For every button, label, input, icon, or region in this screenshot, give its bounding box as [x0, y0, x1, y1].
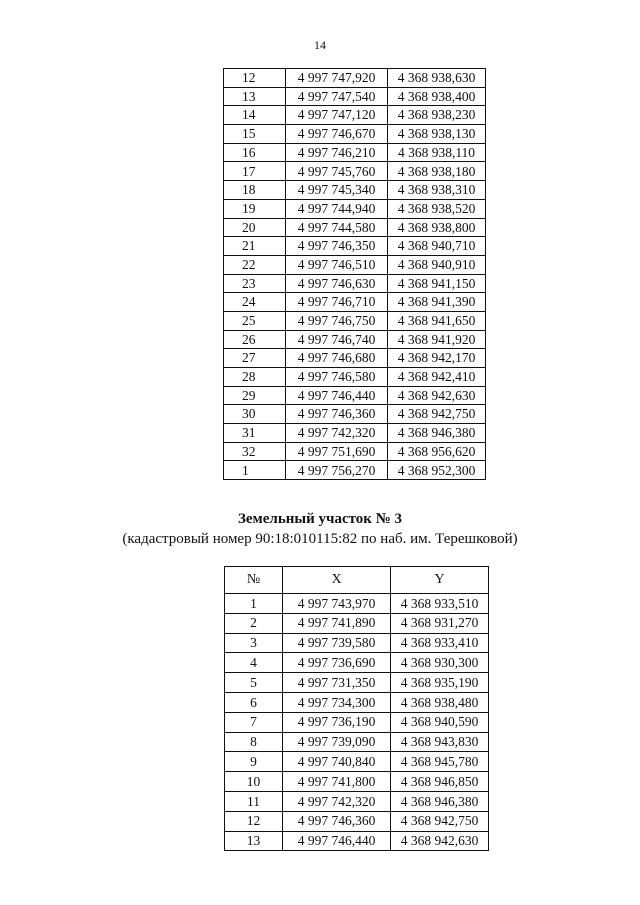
point-number-cell: 22: [224, 255, 286, 274]
coordinates-table-body: [225, 594, 489, 851]
x-coordinate-cell: 4 997 743,970: [283, 594, 391, 614]
point-number-cell: 1: [225, 594, 283, 614]
x-coordinate-cell: 4 997 746,210: [286, 143, 388, 162]
table-row: [224, 330, 486, 349]
point-number-cell: 30: [224, 405, 286, 424]
y-coordinate-cell: 4 368 940,710: [388, 237, 486, 256]
column-header-number: №: [225, 567, 283, 594]
table-row: [225, 692, 489, 712]
column-header-y: Y: [391, 567, 489, 594]
table-row: [225, 811, 489, 831]
y-coordinate-cell: 4 368 933,410: [391, 633, 489, 653]
table-row: [224, 87, 486, 106]
x-coordinate-cell: 4 997 731,350: [283, 673, 391, 693]
table-row: [225, 673, 489, 693]
y-coordinate-cell: 4 368 938,130: [388, 125, 486, 144]
point-number-cell: 32: [224, 442, 286, 461]
x-coordinate-cell: 4 997 744,940: [286, 199, 388, 218]
x-coordinate-cell: 4 997 746,510: [286, 255, 388, 274]
y-coordinate-cell: 4 368 945,780: [391, 752, 489, 772]
point-number-cell: 26: [224, 330, 286, 349]
y-coordinate-cell: 4 368 946,380: [388, 424, 486, 443]
point-number-cell: 11: [225, 791, 283, 811]
point-number-cell: 14: [224, 106, 286, 125]
y-coordinate-cell: 4 368 938,480: [391, 692, 489, 712]
y-coordinate-cell: 4 368 940,910: [388, 255, 486, 274]
y-coordinate-cell: 4 368 938,400: [388, 87, 486, 106]
point-number-cell: 13: [224, 87, 286, 106]
x-coordinate-cell: 4 997 746,740: [286, 330, 388, 349]
point-number-cell: 9: [225, 752, 283, 772]
table-row: [225, 772, 489, 792]
x-coordinate-cell: 4 997 739,580: [283, 633, 391, 653]
table-row: [225, 613, 489, 633]
point-number-cell: 19: [224, 199, 286, 218]
coordinates-table-body: [224, 69, 486, 480]
page-number: 14: [314, 38, 326, 52]
section-subtitle: (кадастровый номер 90:18:010115:82 по наб. им. Терешковой): [122, 531, 518, 547]
point-number-cell: 3: [225, 633, 283, 653]
table-row: [224, 162, 486, 181]
coordinates-table-plot-3: [224, 566, 489, 851]
table-row: [225, 732, 489, 752]
point-number-cell: 31: [224, 424, 286, 443]
y-coordinate-cell: 4 368 938,110: [388, 143, 486, 162]
table-row: [224, 237, 486, 256]
x-coordinate-cell: 4 997 746,750: [286, 311, 388, 330]
x-coordinate-cell: 4 997 747,540: [286, 87, 388, 106]
point-number-cell: 7: [225, 712, 283, 732]
point-number-cell: 20: [224, 218, 286, 237]
point-number-cell: 27: [224, 349, 286, 368]
table-row: [224, 255, 486, 274]
y-coordinate-cell: 4 368 941,920: [388, 330, 486, 349]
x-coordinate-cell: 4 997 744,580: [286, 218, 388, 237]
y-coordinate-cell: 4 368 941,150: [388, 274, 486, 293]
x-coordinate-cell: 4 997 751,690: [286, 442, 388, 461]
point-number-cell: 24: [224, 293, 286, 312]
x-coordinate-cell: 4 997 746,360: [286, 405, 388, 424]
point-number-cell: 10: [225, 772, 283, 792]
point-number-cell: 1: [224, 461, 286, 480]
y-coordinate-cell: 4 368 941,390: [388, 293, 486, 312]
x-coordinate-cell: 4 997 734,300: [283, 692, 391, 712]
x-coordinate-cell: 4 997 745,340: [286, 181, 388, 200]
x-coordinate-cell: 4 997 746,580: [286, 368, 388, 387]
coordinates-table-continued: [223, 68, 486, 480]
y-coordinate-cell: 4 368 931,270: [391, 613, 489, 633]
point-number-cell: 4: [225, 653, 283, 673]
table-row: [225, 712, 489, 732]
section-title: Земельный участок № 3: [237, 511, 403, 527]
table-row: [224, 199, 486, 218]
x-coordinate-cell: 4 997 741,890: [283, 613, 391, 633]
y-coordinate-cell: 4 368 942,750: [391, 811, 489, 831]
table-row: [224, 461, 486, 480]
table-row: [225, 791, 489, 811]
table-row: [224, 442, 486, 461]
table-row: [225, 653, 489, 673]
y-coordinate-cell: 4 368 938,310: [388, 181, 486, 200]
x-coordinate-cell: 4 997 741,800: [283, 772, 391, 792]
table-row: [225, 633, 489, 653]
point-number-cell: 2: [225, 613, 283, 633]
point-number-cell: 21: [224, 237, 286, 256]
x-coordinate-cell: 4 997 736,190: [283, 712, 391, 732]
x-coordinate-cell: 4 997 746,630: [286, 274, 388, 293]
y-coordinate-cell: 4 368 942,750: [388, 405, 486, 424]
x-coordinate-cell: 4 997 746,360: [283, 811, 391, 831]
point-number-cell: 6: [225, 692, 283, 712]
point-number-cell: 29: [224, 386, 286, 405]
y-coordinate-cell: 4 368 941,650: [388, 311, 486, 330]
point-number-cell: 17: [224, 162, 286, 181]
point-number-cell: 23: [224, 274, 286, 293]
table-row: [224, 106, 486, 125]
table-row: [224, 349, 486, 368]
x-coordinate-cell: 4 997 739,090: [283, 732, 391, 752]
table-row: [224, 143, 486, 162]
y-coordinate-cell: 4 368 942,630: [388, 386, 486, 405]
table-row: [224, 405, 486, 424]
y-coordinate-cell: 4 368 940,590: [391, 712, 489, 732]
table-row: [225, 594, 489, 614]
table-row: [224, 69, 486, 88]
y-coordinate-cell: 4 368 952,300: [388, 461, 486, 480]
y-coordinate-cell: 4 368 942,410: [388, 368, 486, 387]
table-row: [225, 752, 489, 772]
table-row: [224, 125, 486, 144]
table-row: [224, 368, 486, 387]
table-row: [224, 311, 486, 330]
point-number-cell: 13: [225, 831, 283, 851]
table-row: [224, 386, 486, 405]
point-number-cell: 5: [225, 673, 283, 693]
x-coordinate-cell: 4 997 746,680: [286, 349, 388, 368]
x-coordinate-cell: 4 997 742,320: [286, 424, 388, 443]
column-header-x: X: [283, 567, 391, 594]
x-coordinate-cell: 4 997 746,350: [286, 237, 388, 256]
y-coordinate-cell: 4 368 956,620: [388, 442, 486, 461]
point-number-cell: 8: [225, 732, 283, 752]
x-coordinate-cell: 4 997 756,270: [286, 461, 388, 480]
y-coordinate-cell: 4 368 938,520: [388, 199, 486, 218]
x-coordinate-cell: 4 997 746,710: [286, 293, 388, 312]
y-coordinate-cell: 4 368 942,630: [391, 831, 489, 851]
point-number-cell: 15: [224, 125, 286, 144]
y-coordinate-cell: 4 368 938,230: [388, 106, 486, 125]
x-coordinate-cell: 4 997 747,920: [286, 69, 388, 88]
y-coordinate-cell: 4 368 930,300: [391, 653, 489, 673]
table-row: [224, 274, 486, 293]
point-number-cell: 16: [224, 143, 286, 162]
x-coordinate-cell: 4 997 740,840: [283, 752, 391, 772]
table-row: [225, 831, 489, 851]
y-coordinate-cell: 4 368 935,190: [391, 673, 489, 693]
y-coordinate-cell: 4 368 946,380: [391, 791, 489, 811]
point-number-cell: 28: [224, 368, 286, 387]
y-coordinate-cell: 4 368 943,830: [391, 732, 489, 752]
point-number-cell: 12: [224, 69, 286, 88]
x-coordinate-cell: 4 997 746,670: [286, 125, 388, 144]
table-row: [224, 424, 486, 443]
x-coordinate-cell: 4 997 745,760: [286, 162, 388, 181]
x-coordinate-cell: 4 997 747,120: [286, 106, 388, 125]
table-row: [224, 181, 486, 200]
x-coordinate-cell: 4 997 746,440: [286, 386, 388, 405]
y-coordinate-cell: 4 368 938,180: [388, 162, 486, 181]
point-number-cell: 12: [225, 811, 283, 831]
table-header-row: [225, 567, 489, 594]
y-coordinate-cell: 4 368 933,510: [391, 594, 489, 614]
y-coordinate-cell: 4 368 946,850: [391, 772, 489, 792]
x-coordinate-cell: 4 997 746,440: [283, 831, 391, 851]
point-number-cell: 18: [224, 181, 286, 200]
y-coordinate-cell: 4 368 938,630: [388, 69, 486, 88]
table-row: [224, 218, 486, 237]
point-number-cell: 25: [224, 311, 286, 330]
y-coordinate-cell: 4 368 938,800: [388, 218, 486, 237]
y-coordinate-cell: 4 368 942,170: [388, 349, 486, 368]
x-coordinate-cell: 4 997 736,690: [283, 653, 391, 673]
table-row: [224, 293, 486, 312]
x-coordinate-cell: 4 997 742,320: [283, 791, 391, 811]
